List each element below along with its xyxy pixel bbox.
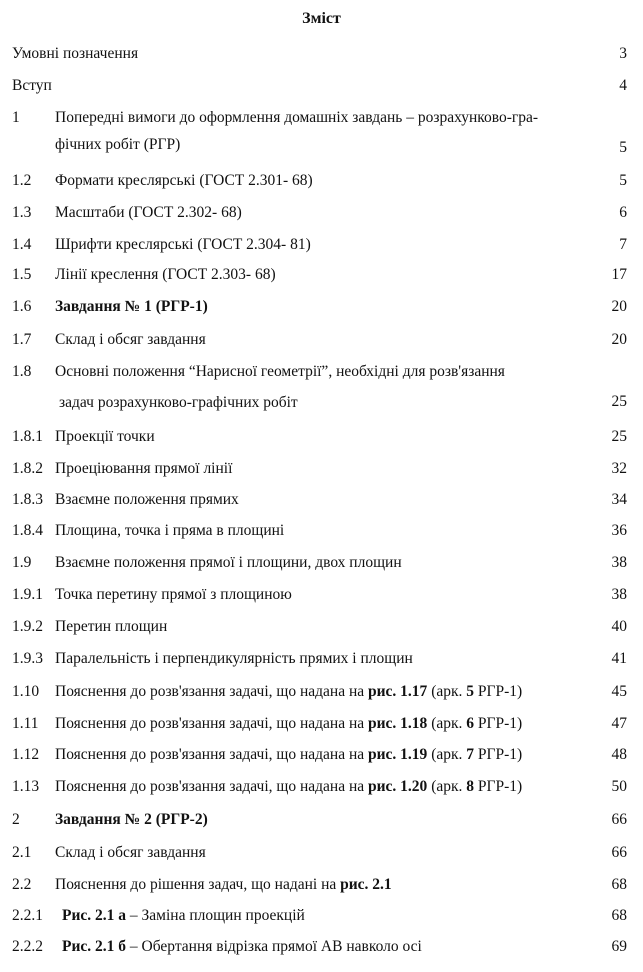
toc-page-number: 45 [611, 683, 627, 700]
toc-entry [0, 45, 643, 77]
toc-number: 2.2 [12, 876, 32, 893]
toc-number: 1.9.2 [12, 618, 43, 635]
toc-page-number: 66 [611, 811, 627, 828]
toc-page-number: 34 [611, 491, 627, 508]
toc-entry [0, 586, 643, 618]
toc-entry [0, 428, 643, 460]
toc-text-part: Пояснення до рішення задач, що надані на [55, 876, 341, 893]
toc-page-number: 47 [611, 715, 627, 732]
toc-number: 1.5 [12, 266, 32, 283]
toc-text: Формати креслярські (ГОСТ 2.301- 68) [55, 172, 313, 189]
toc-entry [0, 522, 643, 554]
toc-number: 1 [12, 109, 20, 126]
toc-text-part: Пояснення до розв'язання задачі, що надана на [55, 715, 368, 732]
toc-page-number: 5 [619, 139, 627, 156]
toc-entry [0, 746, 643, 778]
toc-page-number: 38 [611, 554, 627, 571]
toc-page-number: 20 [611, 331, 627, 348]
toc-entry [0, 938, 643, 970]
toc-text: Проекції точки [55, 428, 155, 445]
figure-ref: Рис. 2.1 б [62, 938, 127, 955]
toc-page-number: 50 [611, 778, 627, 795]
toc-page-number: 20 [611, 298, 627, 315]
toc-text: Взаємне положення прямої і площини, двох площин [55, 554, 402, 571]
toc-number: 1.8.3 [12, 491, 43, 508]
toc-text [55, 109, 538, 154]
toc-entry [0, 844, 643, 876]
toc-text [62, 938, 422, 956]
toc-text: Вступ [12, 77, 52, 94]
toc-page-number: 69 [611, 938, 627, 955]
page-title: Зміст [302, 10, 341, 27]
toc-text [55, 363, 505, 412]
sheet-number: 7 [466, 746, 475, 763]
toc-number: 1.2 [12, 172, 32, 189]
toc-page-number: 17 [611, 266, 627, 283]
toc-page-number: 25 [611, 428, 627, 445]
sheet-number: 6 [466, 715, 475, 732]
toc-page-number: 48 [611, 746, 627, 763]
figure-ref: рис. 1.17 [368, 683, 428, 700]
toc-text [55, 876, 392, 894]
figure-ref: рис. 1.20 [368, 778, 428, 795]
toc-page-number: 40 [611, 618, 627, 635]
toc-entry [0, 554, 643, 586]
toc-text-part: (арк. [427, 778, 467, 795]
toc-number: 1.3 [12, 204, 32, 221]
toc-page-number: 36 [611, 522, 627, 539]
toc-number: 1.8 [12, 363, 32, 380]
toc-text [55, 715, 522, 733]
toc-text-line: Основні положення “Нарисної геометрії”, необхідні для розв'язання [55, 363, 505, 380]
toc-entry [0, 77, 643, 109]
toc-entry [0, 683, 643, 715]
toc-text: Завдання № 2 (РГР-2) [55, 811, 208, 828]
toc-text-part: (арк. [427, 746, 467, 763]
toc-number: 1.4 [12, 236, 32, 253]
toc-number: 1.12 [12, 746, 40, 763]
figure-ref: рис. 1.19 [368, 746, 428, 763]
toc-page-number: 68 [611, 907, 627, 924]
toc-text-part: РГР-1) [474, 715, 523, 732]
toc-entry [0, 778, 643, 810]
toc-page-number: 5 [619, 172, 627, 189]
toc-text [55, 778, 522, 796]
toc-text: Площина, точка і пряма в площині [55, 522, 285, 539]
toc-number: 1.6 [12, 298, 32, 315]
toc-entry [0, 650, 643, 682]
toc-text: Умовні позначення [12, 45, 139, 62]
toc-text: Шрифти креслярські (ГОСТ 2.304- 81) [55, 236, 311, 253]
toc-text: Паралельність і перпендикулярність прямих і площин [55, 650, 413, 667]
toc-entry [0, 811, 643, 843]
toc-number: 2.1 [12, 844, 32, 861]
toc-number: 2.2.1 [12, 907, 43, 924]
toc-entry [0, 236, 643, 268]
toc-entry [0, 109, 643, 157]
toc-entry [0, 907, 643, 939]
toc-page-number: 3 [619, 45, 627, 62]
toc-entry [0, 618, 643, 650]
toc-text-part: Пояснення до розв'язання задачі, що надана на [55, 683, 368, 700]
toc-text: Лінії креслення (ГОСТ 2.303- 68) [55, 266, 276, 283]
toc-number: 2.2.2 [12, 938, 43, 955]
toc-text: Перетин площин [55, 618, 168, 635]
toc-page-number: 25 [611, 393, 627, 410]
figure-ref: рис. 2.1 [340, 876, 392, 893]
toc-entry [0, 715, 643, 747]
sheet-number: 5 [466, 683, 475, 700]
toc-text [55, 746, 522, 764]
toc-number: 1.8.2 [12, 460, 43, 477]
toc-page-number: 66 [611, 844, 627, 861]
toc-number: 1.8.1 [12, 428, 43, 445]
toc-text-part: РГР-1) [474, 683, 523, 700]
toc-entry [0, 876, 643, 908]
figure-ref: рис. 1.18 [368, 715, 428, 732]
toc-number: 1.8.4 [12, 522, 43, 539]
toc-text-part: (арк. [427, 683, 467, 700]
toc-text-part: – Заміна площин проекцій [126, 907, 305, 924]
toc-page-number: 7 [619, 236, 627, 253]
toc-number: 1.10 [12, 683, 40, 700]
toc-text-part: РГР-1) [474, 778, 523, 795]
toc-text: Взаємне положення прямих [55, 491, 239, 508]
toc-text: Склад і обсяг завдання [55, 331, 206, 348]
toc-text: Масштаби (ГОСТ 2.302- 68) [55, 204, 242, 221]
toc-text-part: Пояснення до розв'язання задачі, що надана на [55, 778, 368, 795]
toc-text-part: РГР-1) [474, 746, 523, 763]
toc-page-number: 32 [611, 460, 627, 477]
toc-page-number: 6 [619, 204, 627, 221]
toc-text-line: Попередні вимоги до оформлення домашніх завдань – розрахунково-гра- [55, 109, 539, 126]
figure-ref: Рис. 2.1 а [62, 907, 127, 924]
toc-entry [0, 363, 643, 413]
toc-text: Склад і обсяг завдання [55, 844, 206, 861]
toc-entry [0, 331, 643, 363]
toc-number: 1.11 [12, 715, 39, 732]
toc-entry [0, 204, 643, 236]
toc-number: 1.9.3 [12, 650, 43, 667]
toc-text: Завдання № 1 (РГР-1) [55, 298, 208, 315]
toc-entry [0, 298, 643, 330]
toc-page-number: 38 [611, 586, 627, 603]
toc-text [55, 683, 522, 701]
toc-entry [0, 266, 643, 298]
toc-text-part: Пояснення до розв'язання задачі, що надана на [55, 746, 368, 763]
toc-page-number: 4 [619, 77, 627, 94]
toc-text-part: (арк. [427, 715, 467, 732]
toc-number: 1.9.1 [12, 586, 43, 603]
toc-text: Точка перетину прямої з площиною [55, 586, 292, 603]
toc-page-number: 41 [611, 650, 627, 667]
toc-number: 2 [12, 811, 20, 828]
toc-entry [0, 172, 643, 204]
toc-text-line: задач розрахунково-графічних робіт [59, 394, 298, 411]
toc-number: 1.7 [12, 331, 32, 348]
toc-number: 1.13 [12, 778, 40, 795]
toc-text-line: фічних робіт (РГР) [55, 136, 181, 153]
toc-entry [0, 460, 643, 492]
toc-page-number: 68 [611, 876, 627, 893]
toc-number: 1.9 [12, 554, 32, 571]
sheet-number: 8 [466, 778, 475, 795]
toc-entry [0, 491, 643, 523]
toc-text-part: – Обертання відрізка прямої АВ навколо осі [126, 938, 422, 955]
toc-text [62, 907, 305, 925]
toc-text: Проеціювання прямої лінії [55, 460, 233, 477]
